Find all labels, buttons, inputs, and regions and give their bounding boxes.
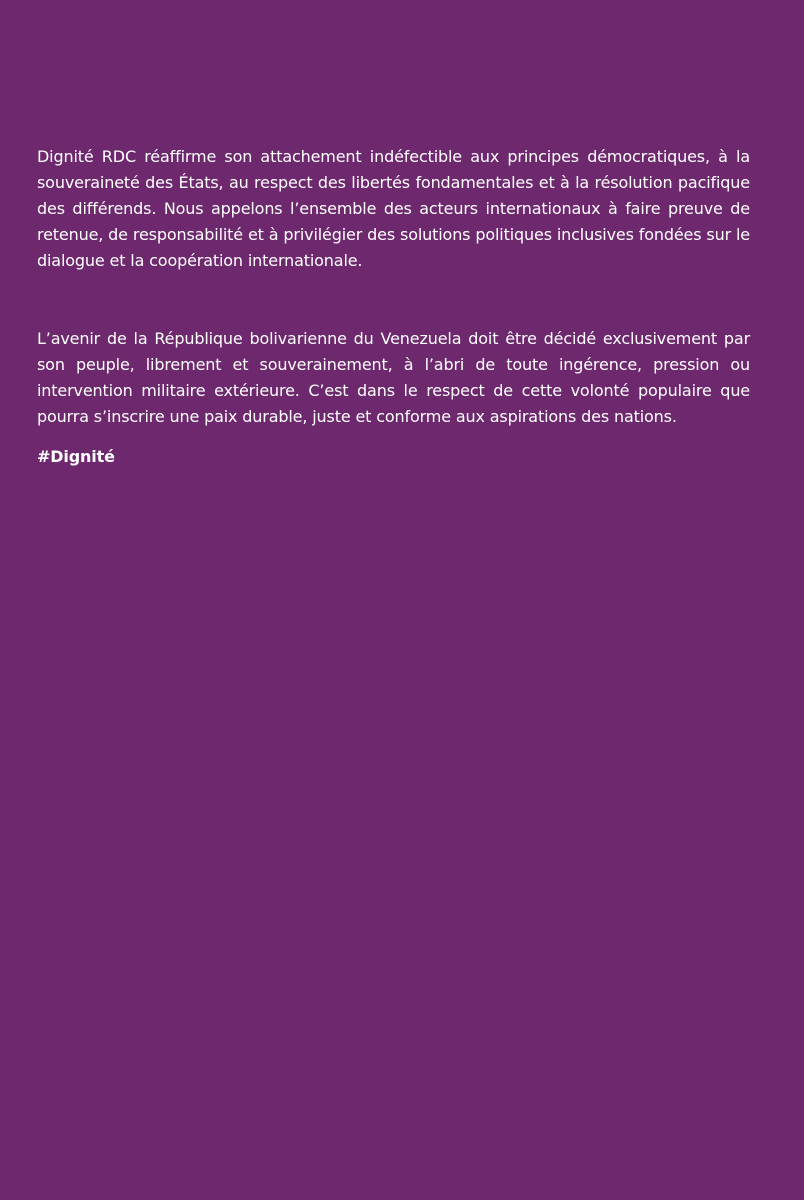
paragraph-principles: Dignité RDC réaffirme son attachement indéfectible aux principes démocratiques, à la souveraineté des États, au respect des libertés fondamentales et à la résolution pacifique des différends. Nous appelons l’ensemble des acteurs internationaux à faire preuve de retenue, de responsabilité et à privilégier des solutions politiques inclusives fondées sur le dialogue et la coopération internationale. [37, 147, 750, 270]
paragraph-venezuela: L’avenir de la République bolivarienne du Venezuela doit être décidé exclusivement par son peuple, librement et souverainement, à l’abri de toute ingérence, pression ou intervention militaire extérieure. C’est dans le respect de cette volonté populaire que pourra s’inscrire une paix durable, juste et conforme aux aspirations des nations. [37, 329, 750, 426]
document-body [37, 144, 750, 470]
hashtag-dignite: #Dignité [37, 447, 115, 466]
